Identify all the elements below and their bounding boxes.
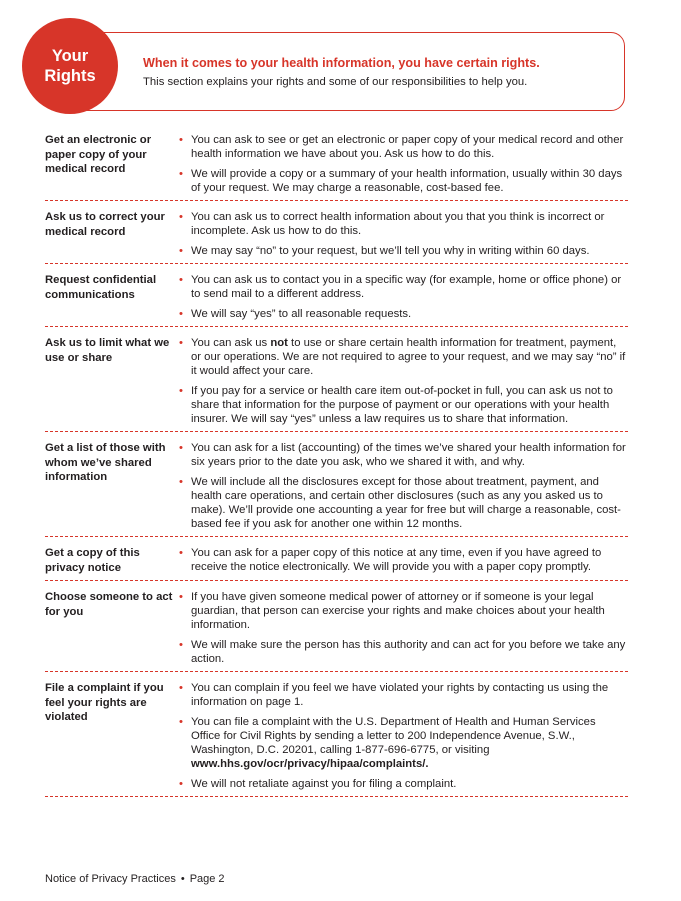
- right-title: Get an electronic or paper copy of your medical record: [45, 134, 152, 175]
- bullet-item: • We will provide a copy or a summary of your health information, usually within 30 days of your request. We may charge a reasonable, cost-based fee.: [176, 167, 628, 195]
- right-bullets: [176, 546, 628, 575]
- bullet-item: • We will make sure the person has this authority and can act for you before we take any action.: [176, 638, 628, 666]
- bullet-item: • You can ask for a list (accounting) of the times we’ve shared your health information for six years prior to the date you ask, who we shared it with, and why.: [176, 441, 628, 469]
- bullet-item: • You can ask to see or get an electronic or paper copy of your medical record and other health information we have about you. Ask us how to do this.: [176, 133, 628, 161]
- page-number: Page 2: [189, 873, 225, 885]
- bullet-item: • You can ask us to correct health information about you that you think is incorrect or incomplete. Ask us how to do this.: [176, 210, 628, 238]
- bullet-item: [176, 715, 628, 771]
- footer-separator: •: [180, 873, 185, 885]
- right-bullets: [176, 336, 628, 426]
- right-row-confidential-communications: [45, 264, 628, 327]
- bullet-item: • We will include all the disclosures except for those about treatment, payment, and health care operations, and certain other disclosures (such as any you asked us to make). We’ll provide one accounting a year for free but will charge a reasonable, cost-based fee if you ask for another one within 12 months.: [176, 475, 628, 531]
- footer-label: Notice of Privacy Practices: [45, 873, 176, 885]
- right-row-limit-use: [45, 327, 628, 432]
- right-title: Ask us to limit what we use or share: [45, 337, 170, 364]
- bullet-item: • We will say “yes” to all reasonable requests.: [176, 307, 628, 321]
- bullet-item: • We may say “no” to your request, but we’ll tell you why in writing within 60 days.: [176, 244, 628, 258]
- right-row-electronic-copy: [45, 131, 628, 201]
- right-bullets: [176, 441, 628, 531]
- bullet-emphasis: not: [270, 337, 288, 349]
- right-bullets: [176, 590, 628, 666]
- your-rights-badge: [22, 18, 118, 114]
- complaint-link[interactable]: www.hhs.gov/ocr/privacy/hipaa/complaints/.: [191, 758, 429, 770]
- right-title: File a complaint if you feel your rights are violated: [45, 682, 164, 723]
- right-title: Get a list of those with whom we’ve shared information: [45, 442, 166, 483]
- bullet-item: • We will not retaliate against you for filing a complaint.: [176, 777, 628, 791]
- rights-list: [45, 131, 628, 797]
- bullet-text: You can file a complaint with the U.S. Department of Health and Human Services Office for Civil Rights by sending a letter to 200 Independence Avenue, S.W., Washington, D.C. 20201, calling 1-877-696-6775, or visiting: [191, 716, 596, 756]
- right-title: Ask us to correct your medical record: [45, 211, 165, 238]
- section-subtitle: This section explains your rights and some of our responsibilities to help you.: [143, 76, 528, 88]
- bullet-item: [176, 336, 628, 378]
- right-row-file-complaint: [45, 672, 628, 797]
- bullet-item: • You can ask for a paper copy of this notice at any time, even if you have agreed to receive the notice electronically. We will provide you with a paper copy promptly.: [176, 546, 628, 574]
- right-bullets: [176, 133, 628, 195]
- bullet-item: • If you have given someone medical power of attorney or if someone is your legal guardian, that person can exercise your rights and make choices about your health information.: [176, 590, 628, 632]
- page-footer: [45, 873, 225, 885]
- bullet-item: • You can complain if you feel we have violated your rights by contacting us using the information on page 1.: [176, 681, 628, 709]
- bullet-item: • You can ask us to contact you in a specific way (for example, home or office phone) or to send mail to a different address.: [176, 273, 628, 301]
- bullet-text: You can ask us: [191, 337, 271, 349]
- right-title: Get a copy of this privacy notice: [45, 547, 140, 574]
- bullet-item: • If you pay for a service or health care item out-of-pocket in full, you can ask us not to share that information for the purpose of payment or our operations with your health insurer. We will say “yes” unless a law requires us to share that information.: [176, 384, 628, 426]
- bullet-text: to use or share certain health information for treatment, payment, or our operations. We are not required to agree to your request, and we may say “no” if it would affect your care.: [191, 337, 626, 377]
- right-row-correct-record: [45, 201, 628, 264]
- right-row-privacy-notice-copy: [45, 537, 628, 581]
- right-row-choose-someone: [45, 581, 628, 672]
- right-bullets: [176, 210, 628, 258]
- right-title: Choose someone to act for you: [45, 591, 173, 618]
- right-bullets: [176, 681, 628, 791]
- right-title: Request confidential communications: [45, 274, 157, 301]
- badge-line-1: Your: [51, 47, 89, 65]
- badge-line-2: Rights: [44, 67, 96, 85]
- right-row-shared-list: [45, 432, 628, 537]
- section-title: When it comes to your health information, you have certain rights.: [143, 56, 540, 70]
- header-box: [62, 32, 625, 111]
- right-bullets: [176, 273, 628, 321]
